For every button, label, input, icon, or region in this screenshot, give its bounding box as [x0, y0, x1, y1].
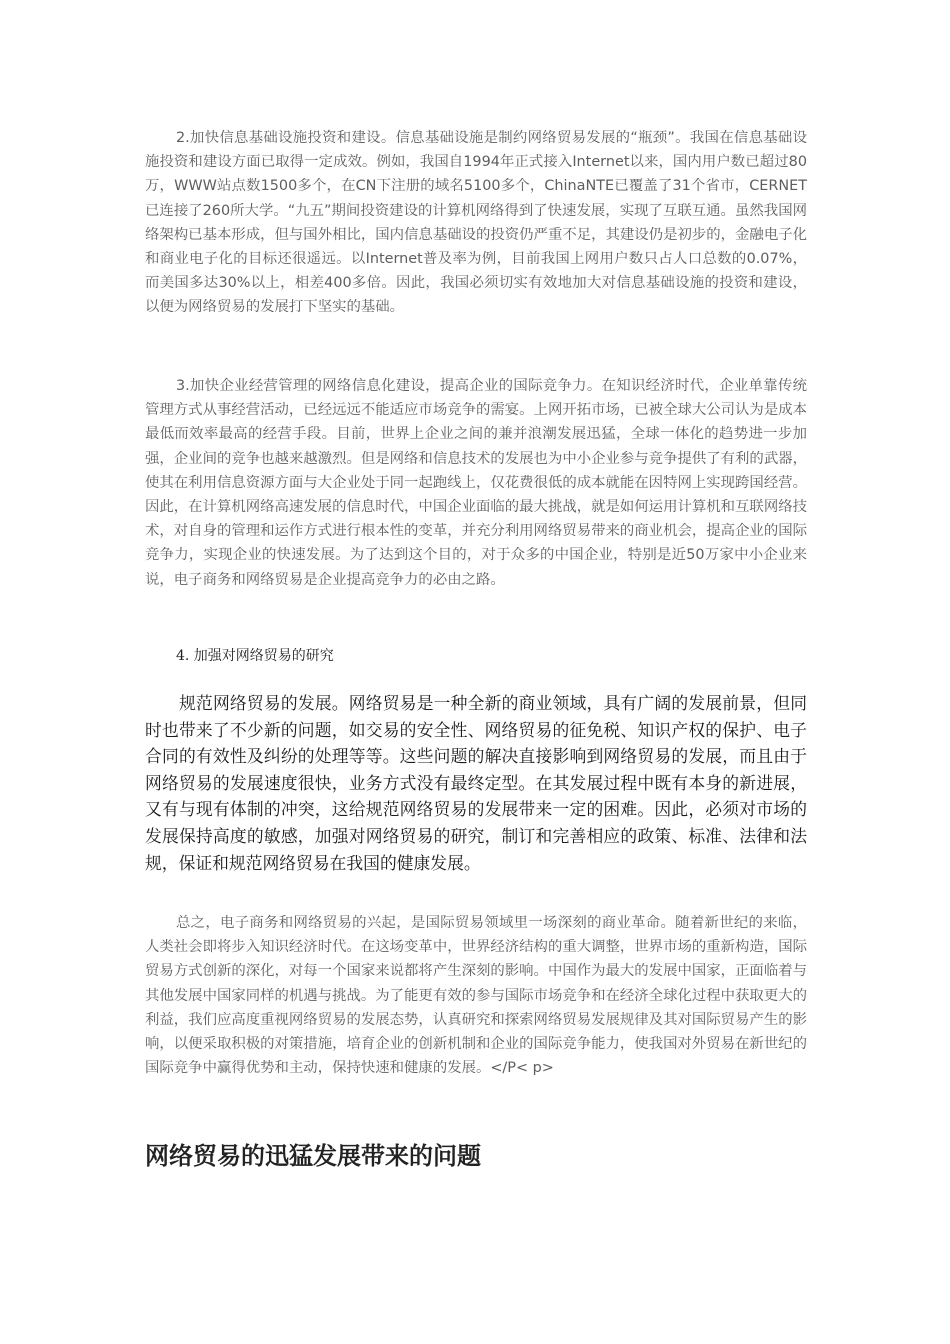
paragraph-regulate-trade: 规范网络贸易的发展。网络贸易是一种全新的商业领域，具有广阔的发展前景，但同时也带来了不少新的问题，如交易的安全性、网络贸易的征免税、知识产权的保护、电子合同的有效性及纠纷的处理等等。这些问题的解决直接影响到网络贸易的发展，而且由于网络贸易的发展速度很快，业务方式没有最终定型。在其发展过程中既有本身的新进展，又有与现有体制的冲突，这给规范网络贸易的发展带来一定的困难。因此，必须对市场的发展保持高度的敏感，加强对网络贸易的研究，制订和完善相应的政策、标准、法律和法规，保证和规范网络贸易在我国的健康发展。 — [145, 693, 807, 873]
section-title: 网络贸易的迅猛发展带来的问题 — [145, 1141, 481, 1170]
paragraph-infrastructure: 2.加快信息基础设施投资和建设。信息基础设施是制约网络贸易发展的“瓶颈”。我国在信息基础设施投资和建设方面已取得一定成效。例如，我国自1994年正式接入Internet以来，国内用户数已超过80万，WWW站点数1500多个，在CN下注册的域名5100多个，ChinaNTE已覆盖了31个省市，CERNET已连接了260所大学。“九五”期间投资建设的计算机网络得到了快速发展，实现了互联互通。虽然我国网络架构已基本形成，但与国外相比，国内信息基础设的投资仍严重不足，其建设仍是初步的，金融电子化和商业电子化的目标还很遥远。以Internet普及率为例，目前我国上网用户数只占人口总数的0.07%，而美国多达30%以上，相差400多倍。因此，我国必须切实有效地加大对信息基础设施的投资和建设，以便为网络贸易的发展打下坚实的基础。 — [145, 130, 807, 316]
paragraph-conclusion: 总之，电子商务和网络贸易的兴起，是国际贸易领域里一场深刻的商业革命。随着新世纪的来临，人类社会即将步入知识经济时代。在这场变革中，世界经济结构的重大调整，世界市场的重新构造，国际贸易方式创新的深化，对每一个国家来说都将产生深刻的影响。中国作为最大的发展中国家，正面临着与其他发展中国家同样的机遇与挑战。为了能更有效的参与国际市场竞争和在经济全球化过程中获取更大的利益，我们应高度重视网络贸易的发展态势，认真研究和探索网络贸易发展规律及其对国际贸易产生的影响，以便采取积极的对策措施，培育企业的创新机制和企业的国际竞争能力，使我国对外贸易在新世纪的国际竞争中赢得优势和主动，保持快速和健康的发展。</P< p> — [145, 915, 807, 1077]
paragraph-enterprise-informatization: 3.加快企业经营管理的网络信息化建设，提高企业的国际竞争力。在知识经济时代，企业单靠传统管理方式从事经营活动，已经远远不能适应市场竞争的需宴。上网开拓市场，已被全球大公司认为是成本最低而效率最高的经营手段。目前，世界上企业之间的兼并浪潮发展迅猛，全球一体化的趋势进一步加强，企业间的竞争也越来越激烈。但是网络和信息技术的发展也为中小企业参与竞争提供了有利的武器，使其在利用信息资源方面与大企业处于同一起跑线上，仅花费很低的成本就能在因特网上实现跨国经营。因此，在计算机网络高速发展的信息时代，中国企业面临的最大挑战，就是如何运用计算机和互联网络技术，对自身的管理和运作方式进行根本性的变革，并充分利用网络贸易带来的商业机会，提高企业的国际竞争力，实现企业的快速发展。为了达到这个目的，对于众多的中国企业，特别是近50万家中小企业来说，电子商务和网络贸易是企业提高竞争力的必由之路。 — [145, 378, 807, 588]
item-4-heading: 4. 加强对网络贸易的研究 — [176, 648, 334, 664]
